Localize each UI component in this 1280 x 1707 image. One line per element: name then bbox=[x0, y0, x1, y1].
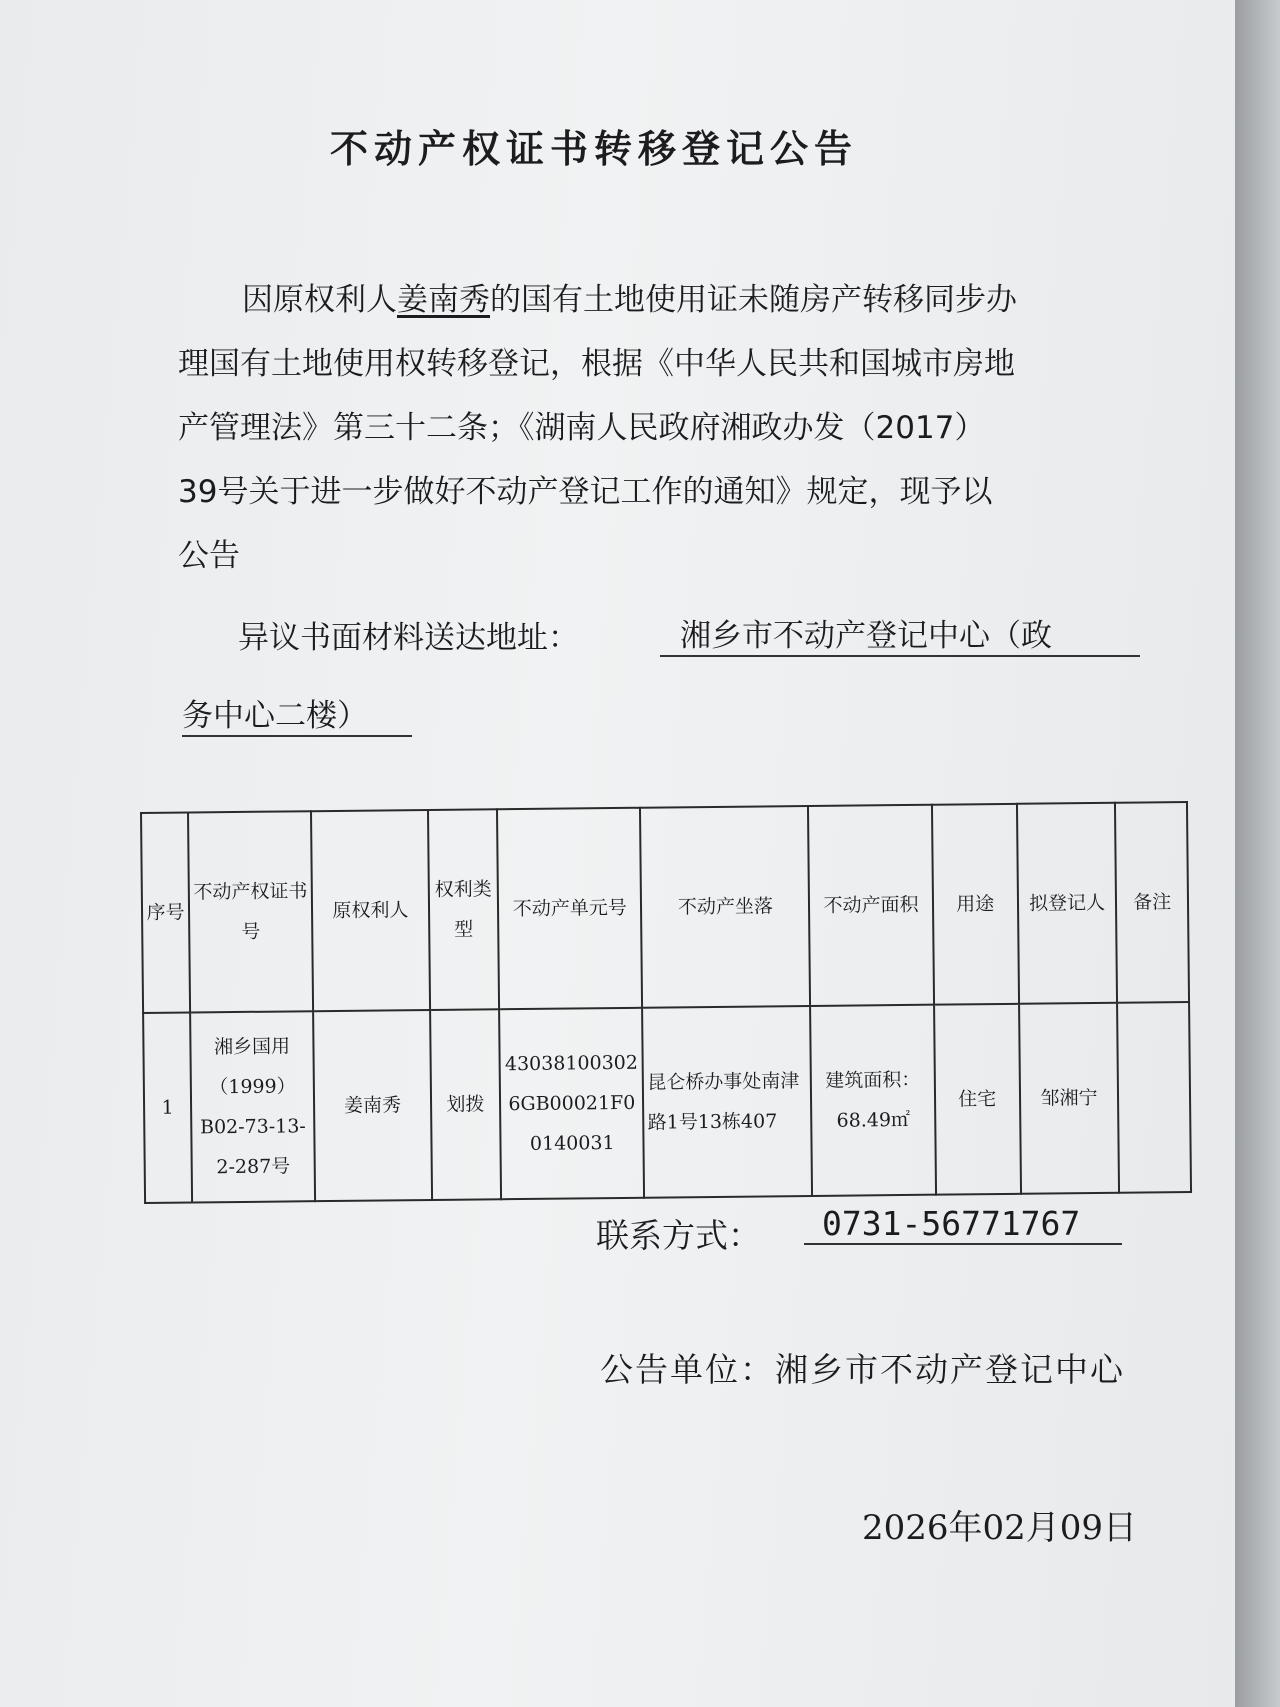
objection-address-label: 异议书面材料送达地址： bbox=[238, 620, 579, 656]
usage-cell: 住宅 bbox=[934, 1004, 1021, 1195]
header-cell: 备注 bbox=[1115, 802, 1189, 1003]
table-row bbox=[143, 1002, 1191, 1203]
header-cell: 不动产面积 bbox=[808, 805, 933, 1006]
unit-no-cell: 430381003026GB00021F00140031 bbox=[499, 1008, 644, 1199]
header-cell: 原权利人 bbox=[311, 810, 430, 1011]
header-cell: 序号 bbox=[141, 812, 190, 1012]
applicant-cell: 邹湘宁 bbox=[1019, 1003, 1120, 1194]
header-cell: 不动产权证书号 bbox=[188, 811, 313, 1012]
registration-table bbox=[140, 801, 1192, 1204]
area-cell: 建筑面积：68.49㎡ bbox=[811, 1005, 936, 1196]
body-text-before: 因原权利人 bbox=[242, 282, 397, 318]
background-edge bbox=[1235, 0, 1280, 1707]
header-cell: 不动产坐落 bbox=[640, 806, 810, 1008]
table-header-row bbox=[141, 802, 1189, 1013]
remark-cell bbox=[1117, 1002, 1191, 1193]
contact-phone: 0731-56771767 bbox=[804, 1204, 1122, 1245]
objection-address-value-line1: 湘乡市不动产登记中心（政 bbox=[660, 610, 1140, 657]
notice-body bbox=[178, 268, 1018, 588]
orig-holder-cell: 姜南秀 bbox=[313, 1010, 431, 1201]
cert-no-cell: 湘乡国用（1999）B02-73-13-2-287号 bbox=[190, 1011, 315, 1202]
header-cell: 用途 bbox=[932, 804, 1019, 1005]
seq-cell: 1 bbox=[143, 1012, 192, 1202]
header-cell: 拟登记人 bbox=[1017, 803, 1118, 1004]
document-title: 不动产权证书转移登记公告 bbox=[330, 127, 859, 171]
notice-date: 2026年02月09日 bbox=[862, 1508, 1138, 1548]
contact-label: 联系方式： bbox=[596, 1216, 761, 1255]
header-cell: 不动产单元号 bbox=[497, 808, 642, 1009]
header-cell: 权利类型 bbox=[428, 809, 500, 1010]
issuing-unit: 公告单位：湘乡市不动产登记中心 bbox=[600, 1350, 1125, 1389]
body-text-after: 的国有土地使用证未随房产转移同步办理国有土地使用权转移登记，根据《中华人民共和国城市房地产管理法》第三十二条；《湖南人民政府湘政办发（2017）39号关于进一步做好不动产登记工作的通知》规定，现予以公告 bbox=[178, 282, 1017, 574]
objection-address-value-line2: 务中心二楼） bbox=[182, 690, 412, 737]
right-type-cell: 划拨 bbox=[430, 1009, 501, 1200]
location-cell: 昆仑桥办事处南津路1号13栋407 bbox=[643, 1006, 813, 1198]
original-holder-name: 姜南秀 bbox=[397, 282, 490, 318]
